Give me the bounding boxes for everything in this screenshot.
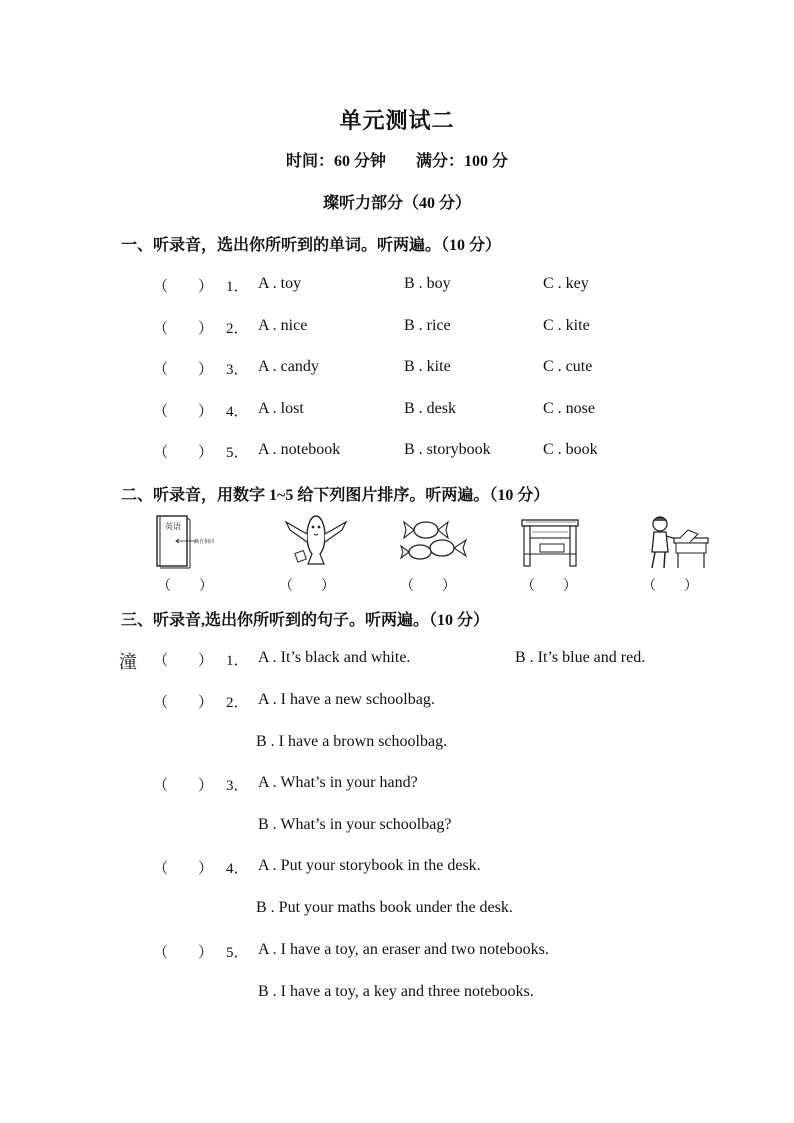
option-c: C . nose: [543, 400, 595, 417]
option-c: C . cute: [543, 358, 593, 375]
item-number: 5．: [226, 945, 249, 961]
option-a: A . lost: [258, 400, 304, 417]
answer-blank[interactable]: （ ）: [153, 861, 214, 877]
answer-blank[interactable]: （ ）: [521, 579, 577, 594]
option-b: B . storybook: [404, 441, 491, 458]
section3-heading: 三、听录音,选出你所听到的句子。听两遍。（10 分）: [121, 612, 490, 629]
option-a: A . notebook: [258, 441, 341, 458]
option-a: A . It’s black and white.: [258, 649, 411, 666]
option-b: B . Put your maths book under the desk.: [256, 899, 513, 916]
section2-heading: 二、听录音，用数字 1~5 给下列图片排序。听两遍。（10 分）: [121, 487, 550, 504]
item-number: 1．: [226, 279, 249, 295]
boy-at-desk-icon: [640, 512, 712, 570]
option-b: B . boy: [404, 275, 451, 292]
answer-blank[interactable]: （ ）: [153, 362, 214, 378]
candies-icon: [398, 514, 472, 570]
stray-character: 潼: [119, 652, 137, 672]
option-a: A . toy: [258, 275, 302, 292]
answer-blank[interactable]: （ ）: [153, 778, 214, 794]
page-title: 单元测试二: [339, 108, 455, 133]
answer-blank[interactable]: （ ）: [153, 945, 214, 961]
option-c: C . book: [543, 441, 598, 458]
section1-heading: 一、听录音，选出你所听到的单词。听两遍。（10 分）: [121, 237, 502, 254]
option-c: C . kite: [543, 317, 590, 334]
item-number: 3．: [226, 362, 249, 378]
option-b: B . rice: [404, 317, 451, 334]
option-b: B . desk: [404, 400, 456, 417]
option-b: B . I have a toy, a key and three notebooks.: [258, 983, 534, 1000]
option-c: C . key: [543, 275, 589, 292]
option-b: B . It’s blue and red.: [515, 649, 646, 666]
answer-blank[interactable]: （ ）: [153, 695, 214, 711]
option-b: B . What’s in your schoolbag?: [258, 816, 452, 833]
answer-blank[interactable]: （ ）: [642, 579, 698, 594]
option-a: A . candy: [258, 358, 319, 375]
item-number: 2．: [226, 695, 249, 711]
answer-blank[interactable]: （ ）: [153, 404, 214, 420]
option-b: B . I have a brown schoolbag.: [256, 733, 448, 750]
answer-blank[interactable]: （ ）: [400, 579, 456, 594]
item-number: 4．: [226, 861, 249, 877]
book-cover-text: 英语: [165, 522, 181, 531]
option-a: A . Put your storybook in the desk.: [258, 857, 481, 874]
score-label: 满分：100 分: [416, 153, 509, 170]
item-number: 2．: [226, 321, 249, 337]
answer-blank[interactable]: （ ）: [279, 579, 335, 594]
book-note-text: 摘自相同: [194, 539, 215, 545]
answer-blank[interactable]: （ ）: [153, 321, 214, 337]
option-b: B . kite: [404, 358, 451, 375]
option-a: A . What’s in your hand?: [258, 774, 418, 791]
time-label: 时间：60 分钟: [285, 153, 386, 170]
item-number: 3．: [226, 778, 249, 794]
item-number: 4．: [226, 404, 249, 420]
part-label: 璨听力部分（40 分）: [322, 195, 471, 212]
option-a: A . I have a toy, an eraser and two notebooks.: [258, 941, 549, 958]
answer-blank[interactable]: （ ）: [153, 445, 214, 461]
answer-blank[interactable]: （ ）: [157, 579, 213, 594]
option-a: A . nice: [258, 317, 308, 334]
item-number: 1．: [226, 653, 249, 669]
answer-blank[interactable]: （ ）: [153, 279, 214, 295]
option-a: A . I have a new schoolbag.: [258, 691, 435, 708]
english-book-icon: [154, 514, 234, 570]
answer-blank[interactable]: （ ）: [153, 653, 214, 669]
toy-plane-icon: [280, 512, 352, 570]
desk-icon: [518, 514, 584, 570]
item-number: 5．: [226, 445, 249, 461]
exam-meta: [0, 148, 794, 171]
